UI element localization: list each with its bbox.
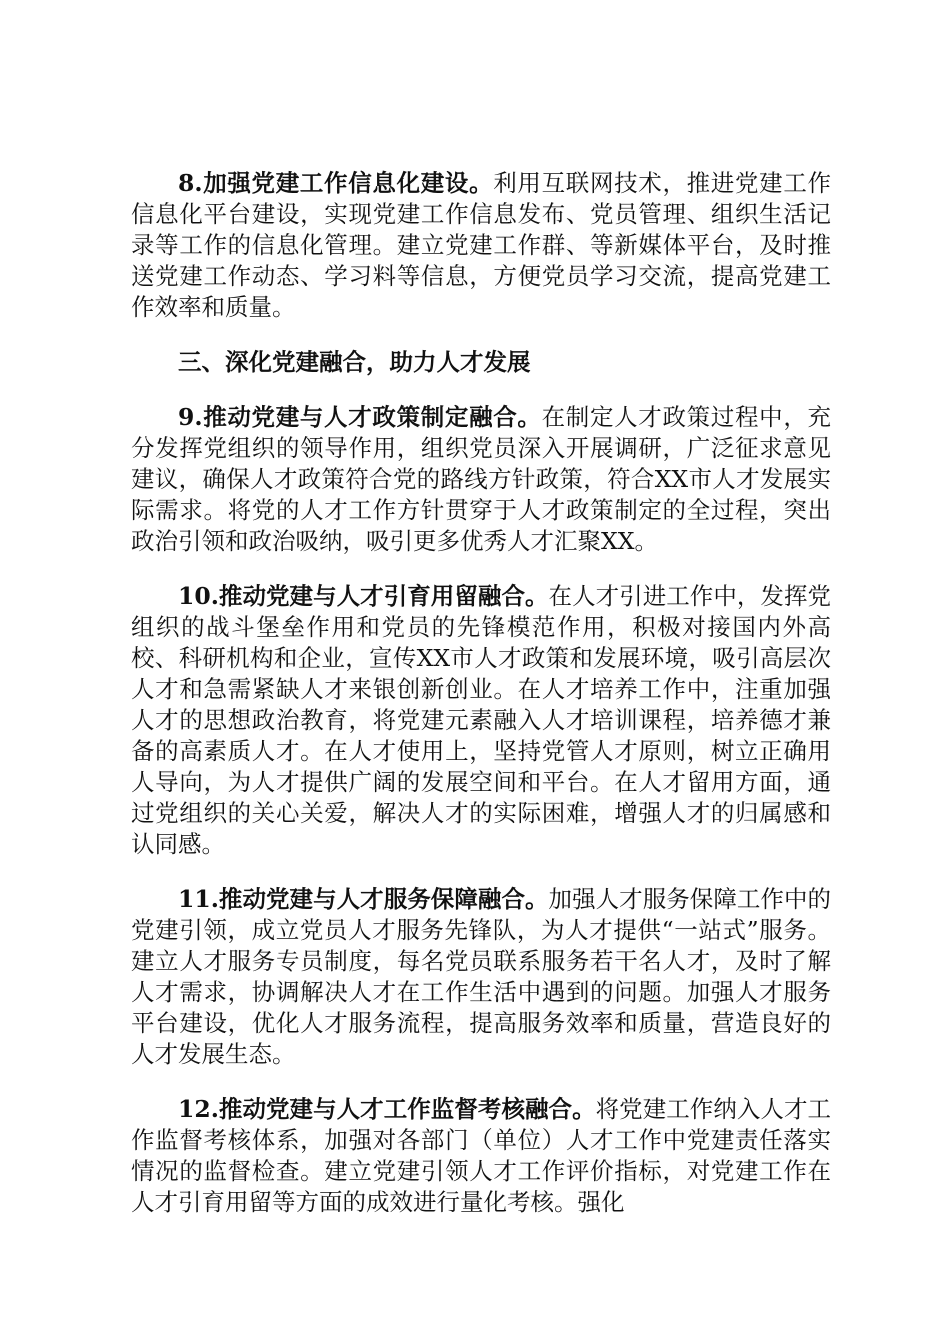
paragraph-text: 在制定人才政策过程中，充分发挥党组织的领导作用，组织党员深入开展调研，广泛征求意见建议，确保人才政策符合党的路线方针政策，符合XX市人才发展实际需求。将党的人才工作方针贯穿于人才政策制定的全过程，突出政治引领和政治吸纳，吸引更多优秀人才汇聚XX。 — [131, 403, 831, 555]
paragraph-lead: 11.推动党建与人才服务保障融合。 — [178, 885, 549, 913]
paragraph-10 — [131, 581, 831, 860]
paragraph-lead: 10.推动党建与人才引育用留融合。 — [178, 582, 549, 610]
paragraph-11 — [131, 884, 831, 1070]
paragraph-text: 利用互联网技术，推进党建工作信息化平台建设，实现党建工作信息发布、党员管理、组织生活记录等工作的信息化管理。建立党建工作群、等新媒体平台，及时推送党建工作动态、学习料等信息，方便党员学习交流，提高党建工作效率和质量。 — [131, 169, 831, 321]
section-heading: 三、深化党建融合，助力人才发展 — [178, 348, 531, 376]
paragraph-text: 将党建工作纳入人才工作监督考核体系，加强对各部门（单位）人才工作中党建责任落实情况的监督检查。建立党建引领人才工作评价指标，对党建工作在人才引育用留等方面的成效进行量化考核。强化 — [131, 1095, 831, 1216]
paragraph-8 — [131, 168, 831, 323]
paragraph-lead: 9.推动党建与人才政策制定融合。 — [178, 403, 542, 431]
paragraph-lead: 8.加强党建工作信息化建设。 — [178, 169, 494, 197]
document-body — [131, 168, 831, 1242]
paragraph-text: 在人才引进工作中，发挥党组织的战斗堡垒作用和党员的先锋模范作用，积极对接国内外高校、科研机构和企业，宣传XX市人才政策和发展环境，吸引高层次人才和急需紧缺人才来银创新创业。在人才培养工作中，注重加强人才的思想政治教育，将党建元素融入人才培训课程，培养德才兼备的高素质人才。在人才使用上，坚持党管人才原则，树立正确用人导向，为人才提供广阔的发展空间和平台。在人才留用方面，通过党组织的关心关爱，解决人才的实际困难，增强人才的归属感和认同感。 — [131, 582, 832, 858]
paragraph-lead: 12.推动党建与人才工作监督考核融合。 — [178, 1095, 596, 1123]
paragraph-9 — [131, 402, 831, 557]
paragraph-12 — [131, 1094, 831, 1218]
paragraph-text: 加强人才服务保障工作中的党建引领，成立党员人才服务先锋队，为人才提供“一站式”服务。建立人才服务专员制度，每名党员联系服务若干名人才，及时了解人才需求，协调解决人才在工作生活中遇到的问题。加强人才服务平台建设，优化人才服务流程，提高服务效率和质量，营造良好的人才发展生态。 — [131, 885, 832, 1068]
